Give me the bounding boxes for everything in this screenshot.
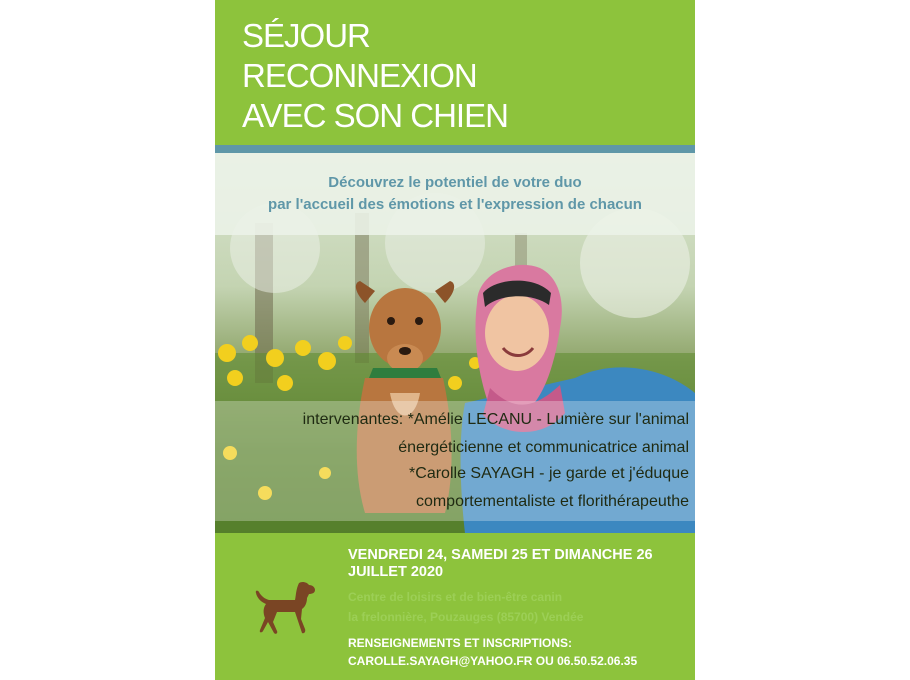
subtitle-line-1: Découvrez le potentiel de votre duo xyxy=(328,174,582,191)
contact-details: CAROLLE.SAYAGH@YAHOO.FR OU 06.50.52.06.35 xyxy=(348,654,638,668)
title-line-1: SÉJOUR xyxy=(242,17,370,54)
event-date-line-1: VENDREDI 24, SAMEDI 25 ET DIMANCHE 26 xyxy=(348,547,653,563)
subtitle-line-2: par l'accueil des émotions et l'expression de chacun xyxy=(268,196,642,213)
header xyxy=(215,0,695,145)
footer xyxy=(215,533,695,680)
contact-heading: RENSEIGNEMENTS ET INSCRIPTIONS: xyxy=(348,636,573,650)
dog-icon xyxy=(255,581,317,635)
event-date-line-2: JUILLET 2020 xyxy=(348,564,444,580)
credits-band xyxy=(215,401,695,521)
divider-stripe xyxy=(215,145,695,153)
credit-line-1: intervenantes: *Amélie LECANU - Lumière sur l'animal xyxy=(302,411,689,428)
title-line-2: RECONNEXION xyxy=(242,57,477,94)
credit-line-3: *Carolle SAYAGH - je garde et j'éduque xyxy=(409,465,689,482)
venue-line-2: la frelonnière, Pouzauges (85700) Vendée xyxy=(348,610,584,624)
poster xyxy=(215,0,695,680)
title-line-3: AVEC SON CHIEN xyxy=(242,97,508,134)
credit-line-4: comportementaliste et florithérapeuthe xyxy=(415,493,689,510)
credit-line-2: énergéticienne et communicatrice animal xyxy=(398,439,689,456)
venue-line-1: Centre de loisirs et de bien-être canin xyxy=(348,590,563,604)
subtitle-band xyxy=(215,153,695,235)
photo-woman-and-dog xyxy=(215,153,695,533)
